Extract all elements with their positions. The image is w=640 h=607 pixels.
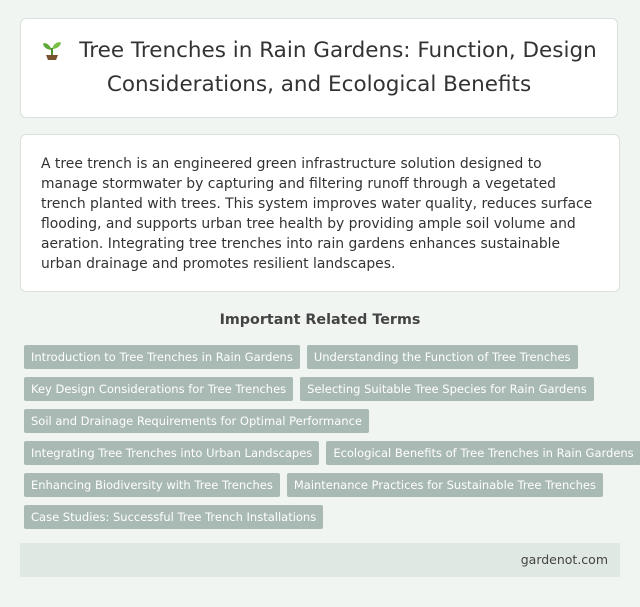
related-term-tag[interactable]: Selecting Suitable Tree Species for Rain Gardens xyxy=(300,377,594,401)
related-term-tag[interactable]: Soil and Drainage Requirements for Optimal Performance xyxy=(24,409,369,433)
page-title-text: Tree Trenches in Rain Gardens: Function, Design Considerations, and Ecological Benefits xyxy=(79,38,597,97)
related-terms-row xyxy=(24,441,634,465)
page-title xyxy=(39,36,599,100)
related-terms-row xyxy=(24,473,624,497)
seedling-icon xyxy=(41,39,63,70)
related-term-tag[interactable]: Maintenance Practices for Sustainable Tree Trenches xyxy=(287,473,603,497)
related-term-tag[interactable]: Understanding the Function of Tree Trenches xyxy=(307,345,578,369)
summary-card xyxy=(20,134,620,292)
related-term-tag[interactable]: Integrating Tree Trenches into Urban Landscapes xyxy=(24,441,319,465)
footer-site-link[interactable]: gardenot.com xyxy=(520,552,608,567)
related-terms-row xyxy=(24,505,624,529)
related-terms-list xyxy=(24,345,634,537)
related-term-tag[interactable]: Ecological Benefits of Tree Trenches in Rain Gardens xyxy=(326,441,640,465)
related-term-tag[interactable]: Enhancing Biodiversity with Tree Trenches xyxy=(24,473,280,497)
summary-text: A tree trench is an engineered green infrastructure solution designed to manage stormwater by capturing and filtering runoff through a vegetated trench planted with trees. This system improves water quality, reduces surface flooding, and supports urban tree health by providing ample soil volume and aeration. Integrating tree trenches into rain gardens enhances sustainable urban drainage and promotes resilient landscapes. xyxy=(41,156,593,272)
related-term-tag[interactable]: Introduction to Tree Trenches in Rain Gardens xyxy=(24,345,300,369)
related-terms-row xyxy=(24,409,624,433)
footer xyxy=(20,543,620,577)
related-terms-row xyxy=(24,345,624,369)
related-term-tag[interactable]: Case Studies: Successful Tree Trench Installations xyxy=(24,505,323,529)
related-terms-row xyxy=(24,377,624,401)
related-term-tag[interactable]: Key Design Considerations for Tree Trenches xyxy=(24,377,293,401)
related-terms-heading: Important Related Terms xyxy=(219,312,421,328)
header-card xyxy=(20,18,618,118)
